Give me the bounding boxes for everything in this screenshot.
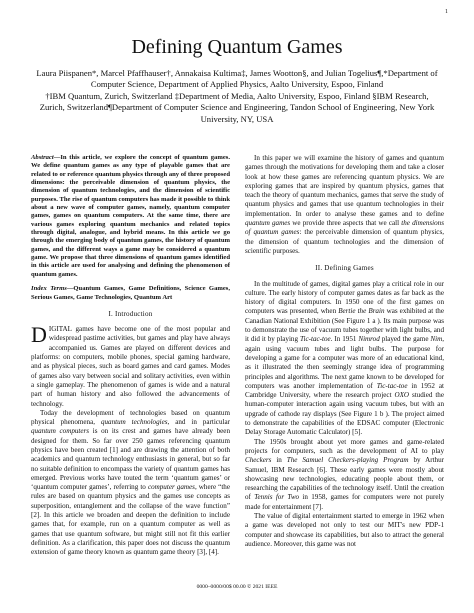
paragraph-text: studied the human-computer interaction again using vacuum tubes, but with an upgrade of cathode ray displays (See Figure 1 b ). The project aimed to demonstrate the capabilities of the EDSAC computer (Electronic Delay Storage Automatic Calculator) [5]. xyxy=(245,391,444,437)
author-line: Laura Piispanen*, Marcel Pfaffhauser†, Annakaisa Kultima‡, James Wootton§, and Julian Togelius¶,*Department of xyxy=(36,68,438,78)
paper-title: Defining Quantum Games xyxy=(131,36,343,58)
italic-term: quantum computers xyxy=(31,427,90,436)
italic-term: Tennis for Two xyxy=(254,493,300,502)
italic-term: OXO xyxy=(394,391,410,400)
section-heading-introduction: I. Introduction xyxy=(108,309,153,318)
author-line: Zurich, Switzerland¶Department of Computer Science and Engineering, Tandon School of Engineering, New York xyxy=(39,102,435,113)
index-terms-label: Index Terms xyxy=(31,285,67,293)
paragraph-text: IGITAL games have become one of the most popular and widespread pastime activities, but games and play have always accompanied us. Games are played on different devices and platforms: on computers, mobile phones, special gaming hardware, and as physical pieces, such as board games and card games. Modes of games also vary between social and solitary activities, even within a single gameplay. The phenomenon of games is wide and a natural part of human history and also followed the advancements of technology. xyxy=(31,325,230,408)
page-number: 1 xyxy=(445,9,448,15)
paragraph-text: was exhibited at the Canadian National Exhibition (See Figure 1 a ). Its main purpose was to demonstrate the use of vacuum tubes together with light bulbs, and it did it by playing xyxy=(245,307,444,344)
paragraph-text: , and in particular xyxy=(167,418,230,427)
paragraph-text: in 1952 at Cambridge University, where the research project xyxy=(245,381,444,400)
abstract-label: Abstract xyxy=(31,154,54,161)
italic-term: Bertie the Brain xyxy=(338,307,385,316)
paragraph-text: In the multitude of games, digital games play a critical role in our culture. The early history of computer games dates as far back as the history of digital computers. In 1950 one of the first games on computers was presented, when xyxy=(245,279,444,316)
left-column xyxy=(31,154,230,558)
italic-term: Checkers xyxy=(245,456,272,465)
author-block xyxy=(30,68,444,125)
paragraph-text: we provide three aspects that we call xyxy=(290,219,402,228)
paragraph-text: , again using vacuum tubes and light bulbs. The purpose for developing a game for a computer was more of an educational kind, as it illustrated the then seemingly strange idea of programming principles and algorithms. The next game known to be developed for computers was another implementation of xyxy=(245,335,445,390)
italic-term: The Samuel Checkers-playing Program xyxy=(286,456,409,465)
italic-term: Tic-tac-toe xyxy=(376,381,408,390)
italic-term: computer games xyxy=(147,483,195,492)
italic-term: Nim xyxy=(430,335,443,344)
paragraph-text: in xyxy=(271,456,287,465)
paragraph-text: by Arthur Samuel, IBM Research [6]. These early games were mostly about showcasing new technologies, educating people about them, or researching the capabilities of the technology itself. Until the creation of xyxy=(245,456,444,502)
italic-term: quantum technologies xyxy=(100,418,168,427)
abstract xyxy=(31,154,230,279)
copyright-footer: 0000–0000/00$ 00.00 © 2021 IEEE xyxy=(196,584,278,590)
paragraph-text: Today the development of technologies based on quantum physical phenomena, xyxy=(31,408,230,427)
paragraph-text: in 1958, games for computers were not purely made for entertainment [7]. xyxy=(245,493,444,511)
abstract-text: —In this article, we explore the concept of quantum games. We define quantum games as any type of playable games that are related to or reference quantum physics through any of three proposed dimensions: the perceivable dimension of quantum physics, the dimension of quantum technologies, and the dimension of scientific purposes. The rise of quantum computers has made it possible to think about a new wave of computer games, namely, quantum computer games, games on quantum computers. At the same time, there are various games exploring quantum mechanics and related topics through digital, analogue, and hybrid means. In this article we go through the emerging body of quantum games, the history of quantum games, and the different ways a game may be considered a quantum game. We propose that three dimensions of quantum games identified in this article are used for analysing and defining the phenomenon of quantum games. xyxy=(31,154,230,278)
intro-paragraph-1 xyxy=(31,322,230,409)
italic-term: Tic-tac-toe xyxy=(299,335,331,344)
italic-term: Nimrod xyxy=(358,335,380,344)
paragraph-text: In this paper we will examine the history of games and quantum games through the motivations for developing them and take a closer look at how these games are referencing quantum physics. We are exploring games that are inspired by quantum physics, games that teach the theory of quantum mechanics, games that serve the study of quantum physics and games that use quantum technologies in their implementation. In order to analyse these games and to define xyxy=(245,154,444,218)
right-column xyxy=(245,154,444,549)
paragraph-text: , where “the rules are based on quantum physics and the games use concepts as superposition, entanglement and the collapse of the wave function” [2]. In this article we broaden and deepen the definition to include games that, for example, run on a quantum computer as well as games that use quantum software, but might still not fit this earlier definition. As a clarification, this paper does not discuss the quantum extension of game theory known as quantum game theory [3], [4]. xyxy=(31,483,230,557)
right-paragraph-4: The value of digital entertainment started to emerge in 1962 when a game was developed not only to test our MIT's new PDP-1 computer and showcase its capabilities, but also to attract the general audience. Moreover, this game was not xyxy=(245,511,444,548)
right-paragraph-1 xyxy=(245,154,444,256)
paragraph-text: The 1950s brought about yet more games and game-related projects for computers, such as the development of AI to play xyxy=(245,437,444,455)
right-paragraph-3 xyxy=(245,438,444,512)
author-line: Computer Science, Department of Applied Physics, Aalto University, Espoo, Finland xyxy=(90,79,384,90)
author-line: University, NY, USA xyxy=(200,113,274,124)
index-terms xyxy=(31,285,230,302)
paragraph-text: . In 1951 xyxy=(330,335,359,344)
intro-paragraph-2 xyxy=(31,409,230,558)
paragraph-text: : the perceivable dimension of quantum physics, the dimension of quantum technologies and the dimension of scientific purposes. xyxy=(245,228,444,255)
section-heading-defining-games: II. Defining Games xyxy=(315,264,374,273)
italic-term: quantum games xyxy=(245,219,291,228)
author-line: †IBM Quantum, Zurich, Switzerland ‡Department of Media, Aalto University, Espoo, Finland §IBM Research, xyxy=(45,90,429,101)
drop-cap: D xyxy=(31,322,47,348)
paragraph-text: is on its crest and games have already been designed for them. So far over 250 games referencing quantum physics have been created [1] and are drawing the attention of both academics and quantum technology enthusiasts in general, but so far no suitable definition to encompass the variety of quantum games has emerged. Previous works have touted the term ‘quantum games’ or ‘quantum computer games’, referring to xyxy=(31,427,231,492)
italic-term: the dimensions of quantum games xyxy=(245,219,444,237)
paragraph-text: played the game xyxy=(379,335,431,344)
index-terms-text: —Quantum Games, Game Definitions, Science Games, Serious Games, Game Technologies, Quantum Art xyxy=(31,285,230,301)
right-paragraph-2 xyxy=(245,280,444,438)
